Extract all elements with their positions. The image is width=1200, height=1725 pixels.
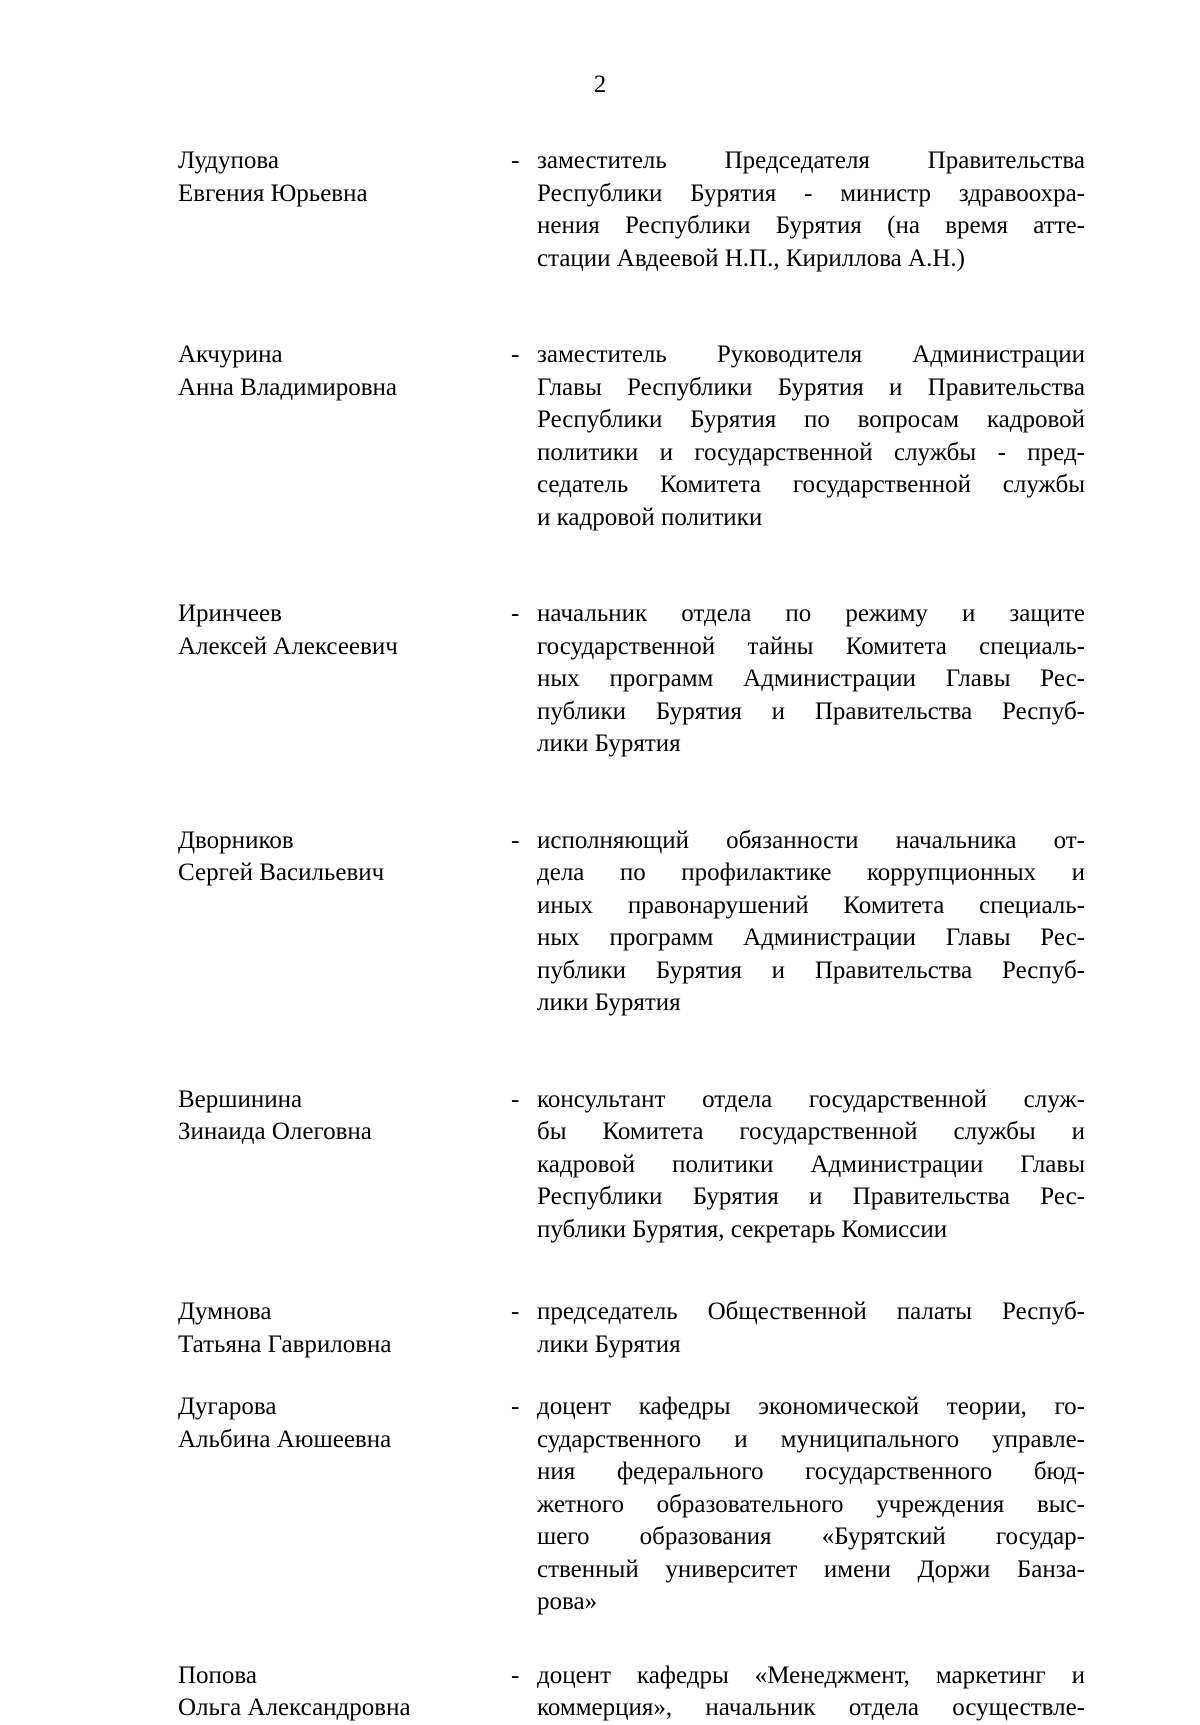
member-name	[178, 339, 508, 404]
member-entry	[0, 339, 1200, 534]
position-line: лики Бурятия	[537, 730, 681, 757]
position-line: председатель Общественной палаты Респуб-	[537, 1298, 1085, 1325]
member-entry	[0, 1391, 1200, 1619]
position-line: шего образования «Бурятский государ-	[537, 1523, 1085, 1550]
member-name	[178, 1084, 508, 1149]
position-line: исполняющий обязанности начальника от-	[537, 826, 1085, 854]
member-name	[178, 1660, 508, 1725]
dash-separator: -	[511, 341, 520, 368]
position-line: консультант отдела государственной служ-	[537, 1085, 1085, 1113]
position-line: политики и государственной службы - пред-	[537, 438, 1085, 466]
member-position	[537, 1660, 1085, 1725]
position-line: заместитель Руководителя Администрации	[537, 341, 1085, 368]
member-surname: Думнова	[178, 1298, 272, 1325]
dash-separator: -	[511, 1393, 520, 1420]
position-line: публики Бурятия и Правительства Респуб-	[537, 956, 1085, 984]
position-line: публики Бурятия, секретарь Комиссии	[537, 1215, 948, 1243]
position-line: коммерция», начальник отдела осуществле-	[537, 1694, 1085, 1721]
dash-separator: -	[511, 826, 520, 854]
position-line: стации Авдеевой Н.П., Кириллова А.Н.)	[537, 244, 965, 272]
position-line: государственной тайны Комитета специаль-	[537, 632, 1085, 660]
member-entry	[0, 1084, 1200, 1247]
position-line: лики Бурятия	[537, 989, 681, 1016]
dash-separator: -	[511, 147, 520, 174]
member-position	[537, 145, 1085, 275]
member-given-name: Алексей Алексеевич	[178, 632, 398, 660]
member-entry	[0, 825, 1200, 1020]
position-line: дела по профилактике коррупционных и	[537, 859, 1085, 886]
member-given-name: Анна Владимировна	[178, 373, 397, 401]
member-surname: Акчурина	[178, 341, 283, 368]
dash-separator: -	[511, 600, 520, 627]
position-line: Главы Республики Бурятия и Правительства	[537, 373, 1085, 401]
position-line: Республики Бурятия - министр здравоохра-	[537, 179, 1085, 207]
position-line: ния федерального государственного бюд-	[537, 1458, 1085, 1485]
dash-separator: -	[511, 1661, 520, 1689]
member-name	[178, 825, 508, 890]
member-given-name: Ольга Александровна	[178, 1694, 411, 1721]
member-given-name: Зинаида Олеговна	[178, 1118, 372, 1145]
position-line: заместитель Председателя Правительства	[537, 147, 1085, 174]
member-entry	[0, 598, 1200, 761]
position-line: ственный университет имени Доржи Банза-	[537, 1555, 1085, 1583]
position-line: лики Бурятия	[537, 1330, 681, 1358]
member-surname: Попова	[178, 1661, 258, 1689]
member-position	[537, 1391, 1085, 1619]
member-surname: Дугарова	[178, 1393, 277, 1420]
commission-member-list	[0, 145, 1200, 1725]
position-line: Республики Бурятия по вопросам кадровой	[537, 406, 1085, 433]
dash-separator: -	[511, 1298, 520, 1325]
member-position	[537, 598, 1085, 761]
position-line: жетного образовательного учреждения выс-	[537, 1490, 1085, 1518]
position-line: кадровой политики Администрации Главы	[537, 1150, 1085, 1178]
member-surname: Иринчеев	[178, 600, 282, 627]
member-position	[537, 339, 1085, 534]
page-number: 2	[593, 71, 607, 98]
position-line: ных программ Администрации Главы Рес-	[537, 665, 1085, 692]
member-name	[178, 598, 508, 663]
member-position	[537, 1084, 1085, 1247]
position-line: публики Бурятия и Правительства Респуб-	[537, 697, 1085, 725]
member-surname: Вершинина	[178, 1085, 303, 1113]
position-line: начальник отдела по режиму и защите	[537, 600, 1085, 627]
position-line: нения Республики Бурятия (на время атте-	[537, 212, 1085, 239]
member-name	[178, 1391, 508, 1456]
member-position	[537, 1296, 1085, 1361]
position-line: иных правонарушений Комитета специаль-	[537, 891, 1085, 919]
position-line: седатель Комитета государственной службы	[537, 471, 1085, 498]
member-given-name: Татьяна Гавриловна	[178, 1330, 392, 1358]
position-line: сударственного и муниципального управле-	[537, 1425, 1085, 1453]
position-line: Республики Бурятия и Правительства Рес-	[537, 1183, 1085, 1210]
member-given-name: Евгения Юрьевна	[178, 179, 368, 207]
dash-separator: -	[511, 1085, 520, 1113]
member-surname: Лудупова	[178, 147, 279, 174]
position-line: доцент кафедры «Менеджмент, маркетинг и	[537, 1661, 1085, 1689]
member-entry	[0, 1660, 1200, 1725]
member-entry	[0, 1296, 1200, 1361]
position-line: рова»	[537, 1588, 598, 1615]
member-surname: Дворников	[178, 826, 294, 854]
member-name	[178, 1296, 508, 1361]
member-given-name: Сергей Васильевич	[178, 859, 385, 886]
position-line: бы Комитета государственной службы и	[537, 1118, 1085, 1145]
member-position	[537, 825, 1085, 1020]
member-given-name: Альбина Аюшеевна	[178, 1425, 392, 1453]
position-line: доцент кафедры экономической теории, го-	[537, 1393, 1085, 1420]
member-name	[178, 145, 508, 210]
member-entry	[0, 145, 1200, 275]
position-line: ных программ Администрации Главы Рес-	[537, 924, 1085, 951]
position-line: и кадровой политики	[537, 503, 763, 531]
